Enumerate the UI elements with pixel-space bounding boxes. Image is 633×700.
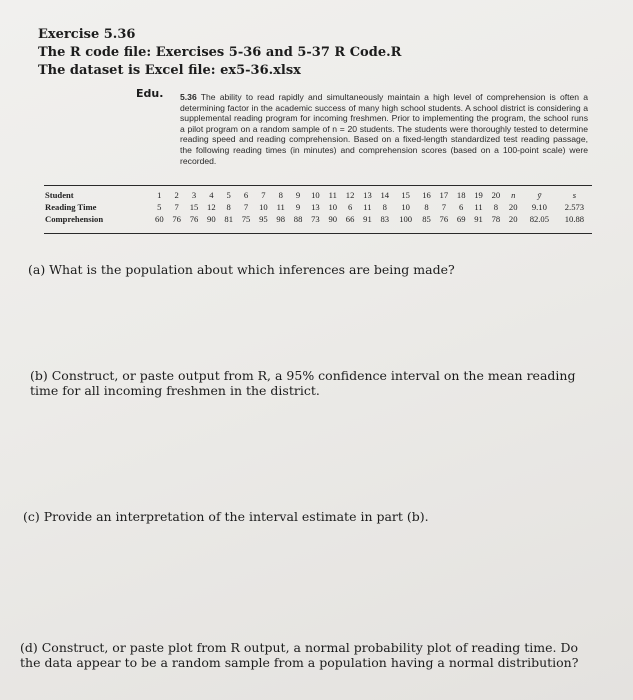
row-label: Student <box>45 190 74 200</box>
table-cell: 15 <box>189 202 199 212</box>
table-cell: 18 <box>456 190 466 200</box>
table-cell: 76 <box>439 214 449 224</box>
table-cell: 14 <box>380 190 390 200</box>
table-cell: 10 <box>401 202 410 212</box>
problem-statement <box>180 92 588 166</box>
table-cell: 13 <box>311 202 320 212</box>
table-cell: 78 <box>491 214 501 224</box>
table-cell: 12 <box>207 202 216 212</box>
table-cell: 10 <box>311 190 320 200</box>
row-label: Reading Time <box>45 202 97 212</box>
table-cell: 13 <box>363 190 372 200</box>
table-cell: 95 <box>259 214 268 224</box>
table-bottom-rule <box>44 233 592 234</box>
table-cell: 73 <box>311 214 320 224</box>
table-cell: 4 <box>209 190 214 200</box>
exercise-title: Exercise 5.36 <box>38 27 136 42</box>
row-label: Comprehension <box>45 214 104 224</box>
table-cell: 11 <box>328 190 337 200</box>
table-cell: 83 <box>380 214 390 224</box>
table-cell: 8 <box>424 202 429 212</box>
table-cell: 9 <box>295 202 301 212</box>
table-cell: 85 <box>422 214 431 224</box>
table-cell: 7 <box>243 202 249 212</box>
table-cell: 2 <box>174 190 179 200</box>
table-row <box>44 201 592 213</box>
table-row <box>44 213 592 225</box>
table-cell: 10 <box>328 202 338 212</box>
table-cell: 7 <box>174 202 179 212</box>
table-cell: 7 <box>261 190 266 200</box>
table-cell: 10.88 <box>564 214 585 224</box>
table-cell: 8 <box>278 190 283 200</box>
table-cell: 10 <box>259 202 268 212</box>
table-cell: 98 <box>276 214 286 224</box>
table-cell: 20 <box>508 214 518 224</box>
question-c: (c) Provide an interpretation of the interval estimate in part (b). <box>23 509 429 524</box>
table-cell: 81 <box>224 214 233 224</box>
table-cell: 8 <box>382 202 387 212</box>
problem-number: 5.36 <box>180 92 197 102</box>
question-a: (a) What is the population about which inferences are being made? <box>28 262 455 277</box>
table-top-rule <box>44 185 592 186</box>
r-code-file-line: The R code file: Exercises 5-36 and 5-37 R Code.R <box>38 45 402 60</box>
question-b: (b) Construct, or paste output from R, a 95% confidence interval on the mean reading time for all incoming freshmen in the district. <box>30 368 576 398</box>
table-cell: 69 <box>456 214 466 224</box>
table-cell: 9.10 <box>531 202 547 212</box>
dataset-line: The dataset is Excel file: ex5-36.xlsx <box>38 63 301 78</box>
table-cell: 17 <box>439 190 449 200</box>
table-cell: 91 <box>363 214 372 224</box>
problem-text: The ability to read rapidly and simultaneously maintain a high level of comprehension is often a determining factor in the academic success of many high school students. A school district is considering a supplemental reading program for incoming freshmen. Prior to implementing the program, the school runs a pilot program on a random sample of n = 20 students. The students were thoroughly tested to determine reading speed and reading comprehension. Based on a fixed-length standardized test reading passage, the following reading times (in minutes) and comprehension scores (based on a 100-point scale) were recorded. <box>180 92 589 166</box>
table-cell: s <box>572 190 577 200</box>
table-cell: 82.05 <box>529 214 550 224</box>
table-cell: 90 <box>207 214 216 224</box>
table-cell: 6 <box>459 202 464 212</box>
table-row <box>44 189 592 201</box>
table-cell: 3 <box>191 190 197 200</box>
table-cell: 11 <box>474 202 483 212</box>
table-cell: 76 <box>189 214 199 224</box>
table-cell: 91 <box>474 214 483 224</box>
table-cell: 1 <box>157 190 162 200</box>
edition-label: Edu. <box>136 87 164 100</box>
table-cell: 5 <box>157 202 162 212</box>
data-table <box>44 189 592 225</box>
table-cell: 15 <box>401 190 410 200</box>
table-cell: 11 <box>276 202 285 212</box>
table-cell: 6 <box>347 202 353 212</box>
table-cell: ȳ <box>537 190 542 200</box>
table-cell: 20 <box>508 202 518 212</box>
table-cell: 100 <box>399 214 413 224</box>
table-cell: 20 <box>491 190 501 200</box>
table-cell: 12 <box>345 190 355 200</box>
table-cell: 11 <box>363 202 372 212</box>
table-cell: 6 <box>243 190 249 200</box>
table-cell: 90 <box>328 214 338 224</box>
table-cell: 66 <box>345 214 355 224</box>
table-cell: 88 <box>293 214 303 224</box>
table-cell: 2.573 <box>564 202 585 212</box>
table-cell: 16 <box>422 190 431 200</box>
question-d: (d) Construct, or paste plot from R output, a normal probability plot of reading time. Do the data appear to be a random sample from a population having a normal distribution? <box>20 640 579 670</box>
table-cell: 75 <box>241 214 251 224</box>
table-cell: 8 <box>226 202 231 212</box>
table-cell: 8 <box>493 202 499 212</box>
table-cell: 7 <box>441 202 446 212</box>
table-cell: 9 <box>295 190 301 200</box>
table-cell: 60 <box>155 214 164 224</box>
table-cell: n <box>511 190 516 200</box>
table-cell: 76 <box>172 214 181 224</box>
table-cell: 19 <box>474 190 483 200</box>
table-cell: 5 <box>226 190 231 200</box>
